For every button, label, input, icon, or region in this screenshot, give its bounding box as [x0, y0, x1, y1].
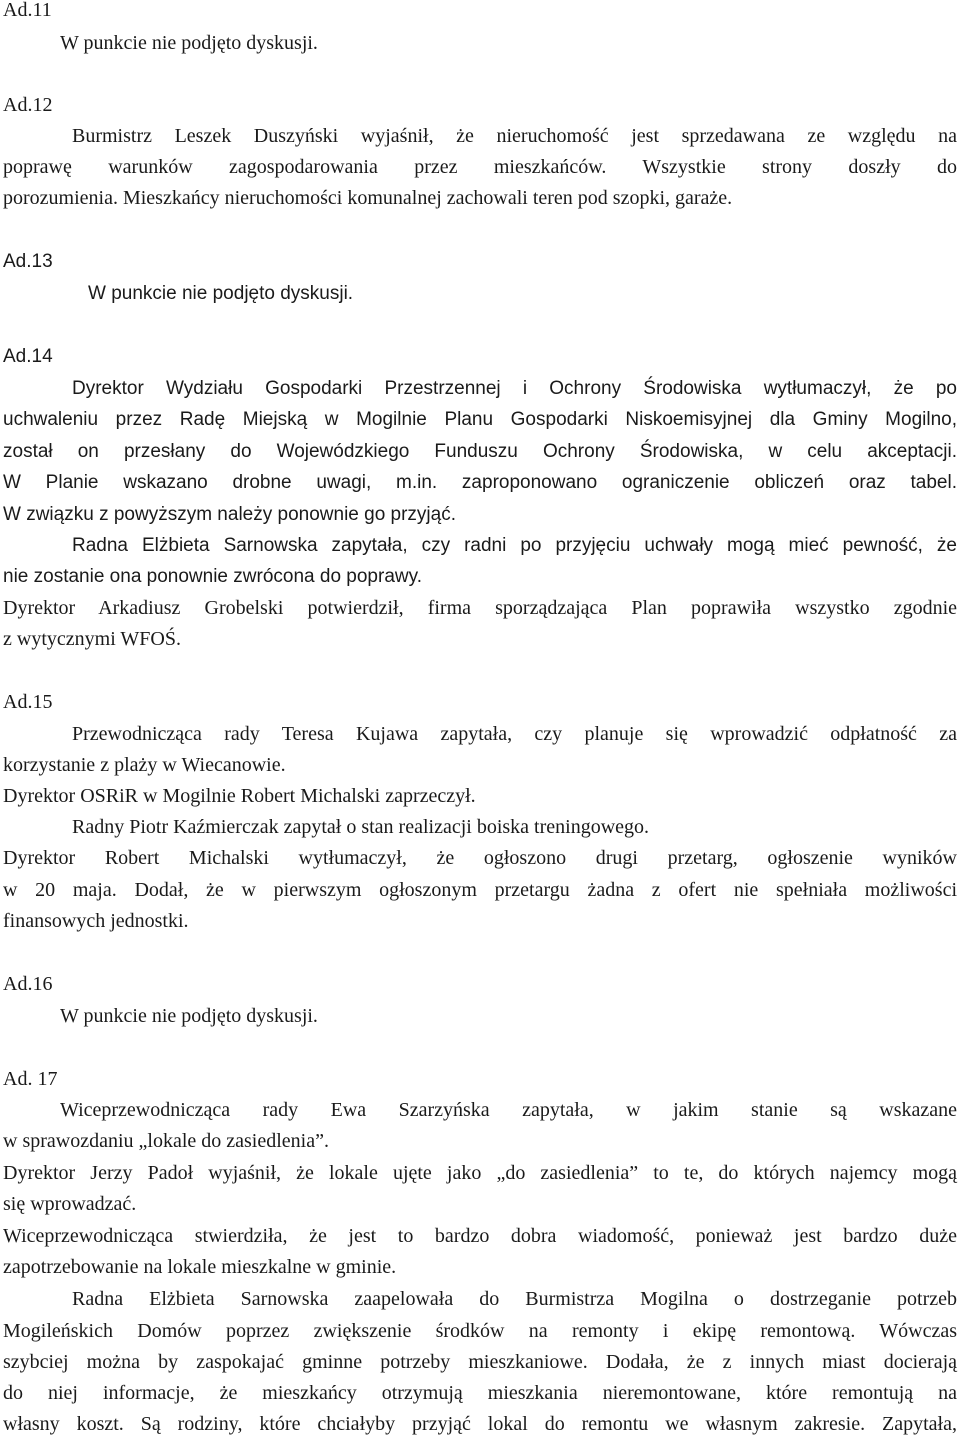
paragraph-line: W punkcie nie podjęto dyskusji.	[88, 283, 354, 304]
section-heading: Ad.14	[3, 346, 53, 367]
paragraph-line: Wiceprzewodnicząca stwierdziła, że jest to bardzo dobra wiadomość, ponieważ jest bardzo duże	[3, 1225, 957, 1247]
paragraph-line: Mogileńskich Domów poprzez zwiększenie środków na remonty i ekipę remontową. Wówczas	[3, 1320, 957, 1342]
paragraph-line: Przewodnicząca rady Teresa Kujawa zapytała, czy planuje się wprowadzić odpłatność za	[72, 723, 957, 745]
section-heading: Ad.13	[3, 251, 53, 272]
paragraph-line: Dyrektor Arkadiusz Grobelski potwierdził, firma sporządzająca Plan poprawiła wszystko zgodnie	[3, 597, 957, 619]
paragraph-line: W Planie wskazano drobne uwagi, m.in. zaproponowano ograniczenie obliczeń oraz tabel.	[3, 472, 957, 493]
paragraph-line: uchwaleniu przez Radę Miejską w Mogilnie Planu Gospodarki Niskoemisyjnej dla Gminy Mogilno,	[3, 409, 957, 430]
paragraph-line: korzystanie z plaży w Wiecanowie.	[3, 754, 286, 776]
paragraph-line: Radny Piotr Kaźmierczak zapytał o stan realizacji boiska treningowego.	[72, 816, 650, 838]
section-heading: Ad. 17	[3, 1068, 58, 1090]
paragraph-line: został on przesłany do Wojewódzkiego Funduszu Ochrony Środowiska, w celu akceptacji.	[3, 441, 957, 462]
paragraph-line: Dyrektor Robert Michalski wytłumaczył, że ogłoszono drugi przetarg, ogłoszenie wyników	[3, 847, 957, 869]
paragraph-line: W związku z powyższym należy ponownie go przyjąć.	[3, 504, 457, 525]
paragraph-line: Wiceprzewodnicząca rady Ewa Szarzyńska zapytała, w jakim stanie są wskazane	[60, 1099, 957, 1121]
paragraph-line: Radna Elżbieta Sarnowska zaapelowała do Burmistrza Mogilna o dostrzeganie potrzeb	[72, 1288, 957, 1310]
paragraph-line: Dyrektor Jerzy Padoł wyjaśnił, że lokale ujęte jako „do zasiedlenia” to te, do których najemcy mogą	[3, 1162, 957, 1184]
paragraph-line: do niej informacje, że mieszkańcy otrzymują mieszkania nieremontowane, które remontują na	[3, 1382, 957, 1404]
section-heading: Ad.12	[3, 94, 53, 116]
paragraph-line: poprawę warunków zagospodarowania przez mieszkańców. Wszystkie strony doszły do	[3, 156, 957, 178]
paragraph-line: zapotrzebowanie na lokale mieszkalne w gminie.	[3, 1256, 397, 1278]
paragraph-line: Dyrektor OSRiR w Mogilnie Robert Michalski zaprzeczył.	[3, 785, 476, 807]
paragraph-line: w sprawozdaniu „lokale do zasiedlenia”.	[3, 1130, 329, 1152]
section-heading: Ad.15	[3, 691, 53, 713]
paragraph-line: szybciej można by zaspokajać gminne potrzeby mieszkaniowe. Dodała, że z innych miast docierają	[3, 1351, 957, 1373]
paragraph-line: Dyrektor Wydziału Gospodarki Przestrzennej i Ochrony Środowiska wytłumaczył, że po	[72, 378, 957, 399]
section-heading: Ad.11	[3, 0, 52, 21]
paragraph-line: Burmistrz Leszek Duszyński wyjaśnił, że nieruchomość jest sprzedawana ze względu na	[72, 125, 957, 147]
paragraph-line: z wytycznymi WFOŚ.	[3, 628, 181, 650]
paragraph-line: W punkcie nie podjęto dyskusji.	[60, 32, 318, 54]
paragraph-line: finansowych jednostki.	[3, 910, 189, 932]
section-heading: Ad.16	[3, 973, 53, 995]
paragraph-line: Radna Elżbieta Sarnowska zapytała, czy radni po przyjęciu uchwały mogą mieć pewność, że	[72, 535, 957, 556]
paragraph-line: się wprowadzać.	[3, 1193, 137, 1215]
paragraph-line: W punkcie nie podjęto dyskusji.	[60, 1005, 318, 1027]
paragraph-line: w 20 maja. Dodał, że w pierwszym ogłoszonym przetargu żadna z ofert nie spełniała możliwości	[3, 879, 957, 901]
paragraph-line: porozumienia. Mieszkańcy nieruchomości komunalnej zachowali teren pod szopki, garaże.	[3, 187, 733, 209]
paragraph-line: nie zostanie ona ponownie zwrócona do poprawy.	[3, 566, 422, 587]
paragraph-line: własny koszt. Są rodziny, które chciałyby przyjąć lokal do remontu we własnym zakresie. Zapytała,	[3, 1413, 957, 1435]
